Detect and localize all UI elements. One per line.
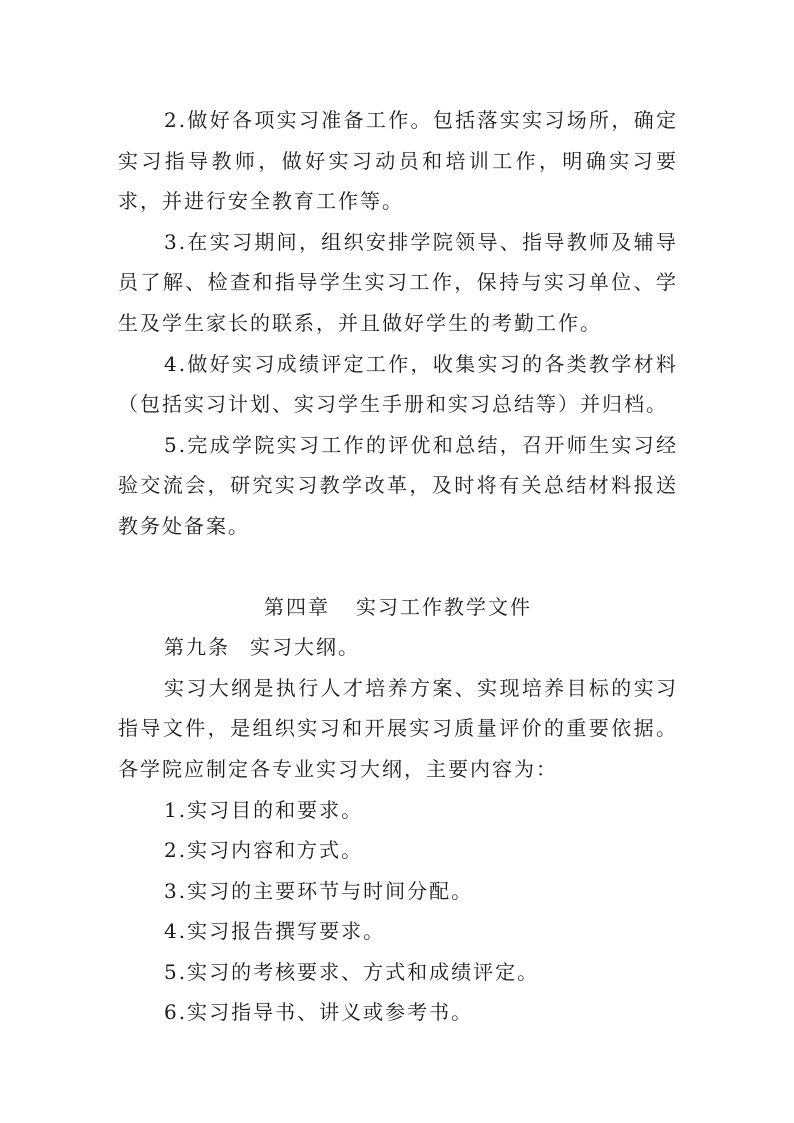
paragraph-item-2: 2.做好各项实习准备工作。包括落实实习场所，确定实习指导教师，做好实习动员和培训工作，明确实习要求，并进行安全教育工作等。	[118, 108, 678, 214]
outline-item-4: 4.实习报告撰写要求。	[164, 919, 386, 944]
article-number: 第九条	[164, 635, 230, 660]
outline-item-2: 2.实习内容和方式。	[164, 838, 364, 863]
article-heading	[118, 627, 678, 668]
chapter-title: 实习工作教学文件	[356, 594, 532, 619]
outline-item-6: 6.实习指导书、讲义或参考书。	[164, 1000, 474, 1025]
chapter-number: 第四章	[264, 594, 330, 619]
outline-item-5: 5.实习的考核要求、方式和成绩评定。	[164, 959, 540, 984]
chapter-heading	[118, 587, 678, 628]
document-body	[118, 100, 678, 1033]
paragraph-item-3: 3.在实习期间，组织安排学院领导、指导教师及辅导员了解、检查和指导学生实习工作，保持与实习单位、学生及学生家长的联系，并且做好学生的考勤工作。	[118, 229, 678, 335]
paragraph-item-4: 4.做好实习成绩评定工作，收集实习的各类教学材料（包括实习计划、实习学生手册和实习总结等）并归档。	[118, 351, 678, 417]
outline-item-1: 1.实习目的和要求。	[164, 797, 364, 822]
intro-paragraph: 实习大纲是执行人才培养方案、实现培养目标的实习指导文件，是组织实习和开展实习质量评价的重要依据。各学院应制定各专业实习大纲，主要内容为：	[118, 675, 678, 781]
outline-item-3: 3.实习的主要环节与时间分配。	[164, 878, 474, 903]
article-title: 实习大纲。	[250, 635, 360, 660]
paragraph-item-5: 5.完成学院实习工作的评优和总结，召开师生实习经验交流会，研究实习教学改革，及时将有关总结材料报送教务处备案。	[118, 432, 678, 538]
